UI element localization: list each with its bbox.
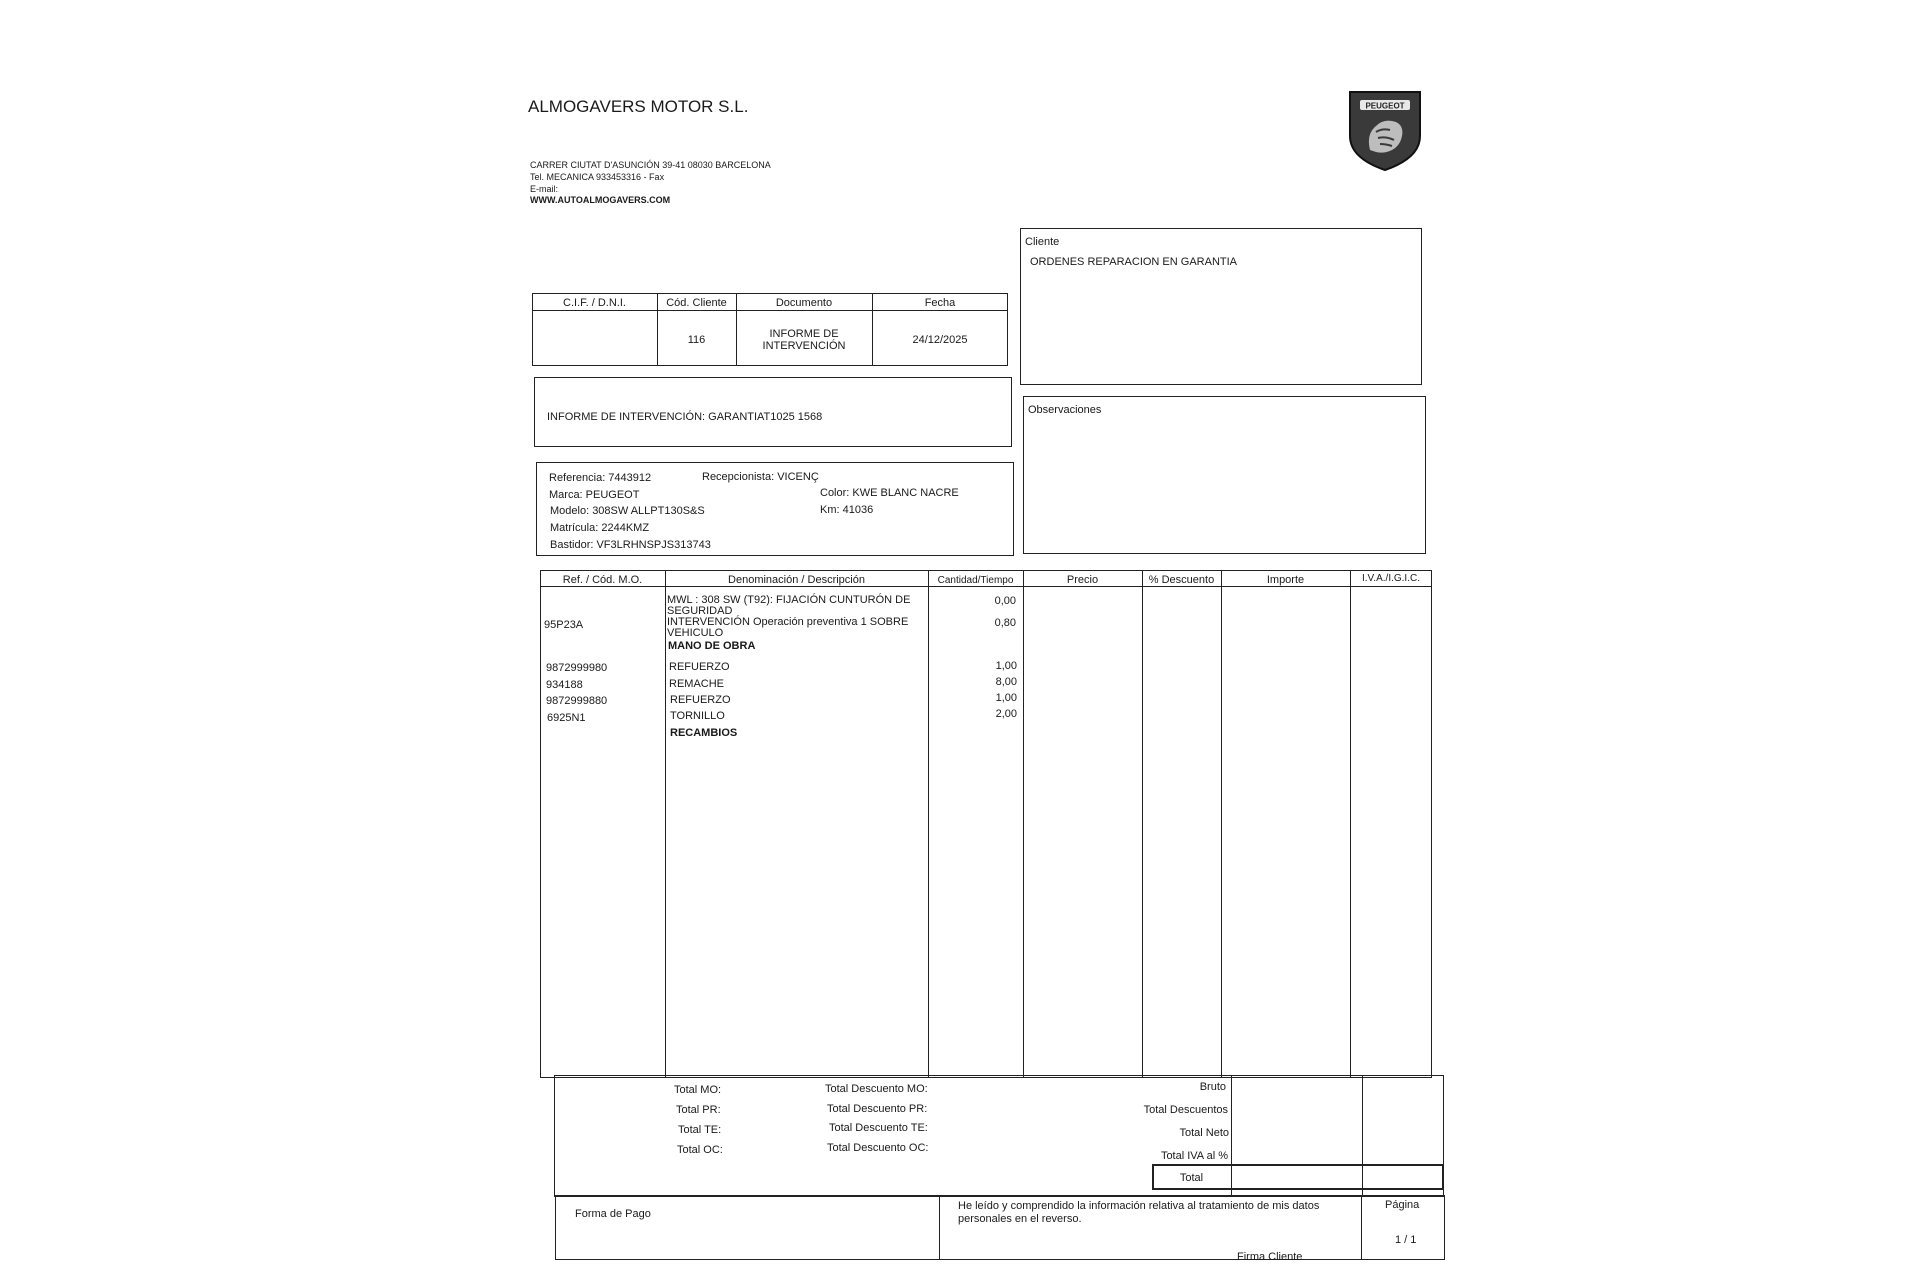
col-descripcion: Denominación / Descripción	[728, 574, 865, 586]
total-pr: Total PR:	[676, 1104, 721, 1116]
col-cif: C.I.F. / D.N.I.	[563, 297, 626, 309]
observations-box	[1023, 396, 1426, 554]
client-value: ORDENES REPARACION EN GARANTIA	[1030, 256, 1237, 268]
col-importe: Importe	[1266, 574, 1305, 586]
vehicle-km: Km: 41036	[820, 504, 874, 516]
company-email: E-mail:	[530, 184, 559, 194]
row-6-qty: 2,00	[995, 708, 1017, 720]
observations-label: Observaciones	[1028, 404, 1102, 416]
bruto-label: Bruto	[1199, 1081, 1226, 1093]
col-precio: Precio	[1066, 574, 1099, 586]
total-descuentos-label: Total Descuentos	[1143, 1104, 1228, 1116]
total-te: Total TE:	[678, 1124, 722, 1136]
company-address: CARRER CIUTAT D'ASUNCIÓN 39-41 08030 BARCELONA	[530, 160, 771, 170]
vehicle-color: Color: KWE BLANC NACRE	[820, 487, 959, 499]
total-label: Total	[1179, 1172, 1204, 1184]
total-iva-label: Total IVA al %	[1160, 1150, 1228, 1162]
row-1-qty: 0,80	[994, 617, 1016, 629]
payment-label: Forma de Pago	[575, 1208, 651, 1220]
row-5-desc: REFUERZO	[670, 694, 731, 706]
col-documento: Documento	[775, 297, 833, 309]
client-label: Cliente	[1025, 236, 1060, 248]
row-3-qty: 1,00	[995, 660, 1017, 672]
row-6-desc: TORNILLO	[670, 710, 725, 722]
cell-cod-cliente: 116	[687, 334, 706, 346]
privacy-text-line-2: personales en el reverso.	[958, 1213, 1082, 1225]
total-oc: Total OC:	[677, 1144, 723, 1156]
col-ref: Ref. / Cód. M.O.	[562, 574, 643, 586]
row-4-ref: 934188	[546, 679, 583, 691]
total-descuento-te: Total Descuento TE:	[829, 1122, 928, 1134]
company-phone: Tel. MECANICA 933453316 - Fax	[530, 172, 665, 182]
signature-label: Firma Cliente	[1237, 1251, 1303, 1263]
total-descuento-mo: Total Descuento MO:	[825, 1083, 928, 1095]
row-2-desc: MANO DE OBRA	[668, 640, 756, 652]
row-3-ref: 9872999980	[546, 662, 608, 674]
company-name: ALMOGAVERS MOTOR S.L.	[528, 97, 749, 116]
page-value: 1 / 1	[1395, 1234, 1417, 1246]
total-neto-label: Total Neto	[1179, 1127, 1229, 1139]
row-5-ref: 9872999880	[546, 695, 608, 707]
col-cod-cliente: Cód. Cliente	[666, 297, 727, 309]
total-descuento-oc: Total Descuento OC:	[827, 1142, 929, 1154]
row-1-desc: INTERVENCIÓN Operación preventiva 1 SOBRE VEHICULO	[667, 616, 909, 639]
row-4-qty: 8,00	[995, 676, 1017, 688]
row-3-desc: REFUERZO	[669, 661, 730, 673]
logo-text: PEUGEOT	[1365, 101, 1405, 111]
privacy-text-line-1: He leído y comprendido la información relativa al tratamiento de mis datos	[958, 1200, 1320, 1212]
row-1-ref: 95P23A	[544, 619, 584, 631]
vehicle-matricula: Matrícula: 2244KMZ	[550, 522, 650, 534]
peugeot-logo	[1346, 88, 1424, 172]
company-web: WWW.AUTOALMOGAVERS.COM	[530, 195, 671, 205]
page-label: Página	[1385, 1199, 1420, 1211]
row-6-ref: 6925N1	[547, 712, 586, 724]
report-title: INFORME DE INTERVENCIÓN: GARANTIAT1025 1568	[547, 411, 823, 423]
col-cantidad: Cantidad/Tiempo	[937, 575, 1014, 586]
cell-documento: INFORME DE INTERVENCIÓN	[762, 328, 846, 352]
col-fecha: Fecha	[924, 297, 956, 309]
row-7-desc: RECAMBIOS	[670, 727, 738, 739]
vehicle-referencia: Referencia: 7443912	[549, 472, 652, 484]
cell-fecha: 24/12/2025	[912, 334, 968, 346]
vehicle-bastidor: Bastidor: VF3LRHNSPJS313743	[550, 539, 711, 551]
row-0-desc: MWL : 308 SW (T92): FIJACIÓN CUNTURÓN DE SEGURIDAD	[667, 594, 911, 617]
vehicle-recepcionista: Recepcionista: VICENÇ	[702, 471, 819, 483]
row-0-qty: 0,00	[994, 595, 1016, 607]
client-box	[1020, 228, 1422, 385]
row-4-desc: REMACHE	[669, 678, 725, 690]
vehicle-marca: Marca: PEUGEOT	[549, 489, 640, 501]
total-descuento-pr: Total Descuento PR:	[827, 1103, 928, 1115]
col-iva: I.V.A./I.G.I.C.	[1362, 573, 1420, 584]
total-mo: Total MO:	[674, 1084, 722, 1096]
row-5-qty: 1,00	[995, 692, 1017, 704]
vehicle-modelo: Modelo: 308SW ALLPT130S&S	[550, 505, 705, 517]
col-descuento: % Descuento	[1148, 574, 1215, 586]
